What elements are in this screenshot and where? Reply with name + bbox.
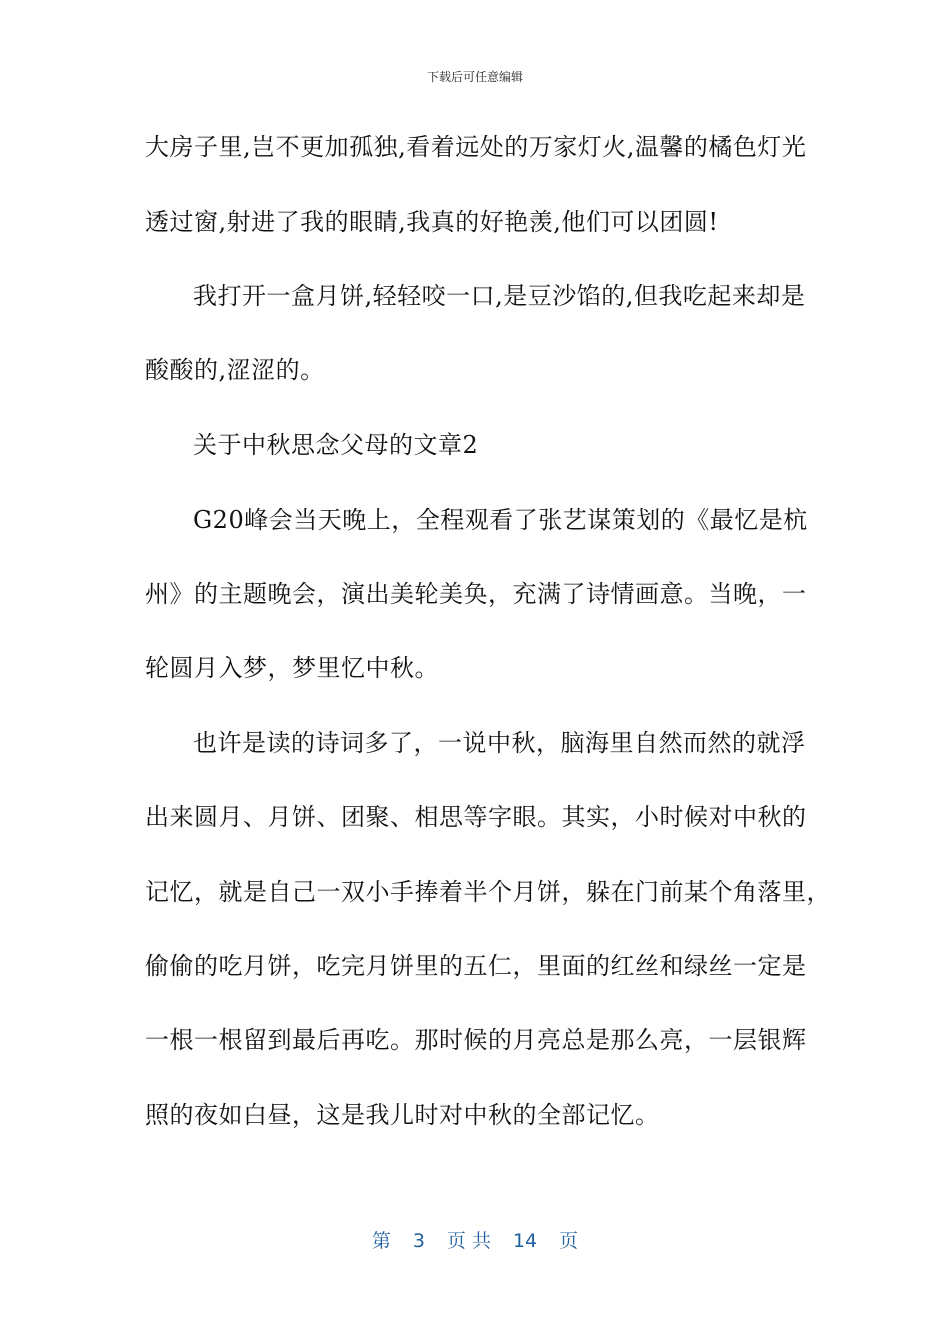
text-line: 偷偷的吃月饼，吃完月饼里的五仁，里面的红丝和绿丝一定是 (145, 952, 807, 980)
text-line: 酸酸的,涩涩的。 (145, 356, 325, 384)
text-line: 出来圆月、月饼、团聚、相思等字眼。其实，小时候对中秋的 (145, 803, 807, 831)
header-note: 下载后可任意编辑 (426, 70, 523, 84)
text-line: 州》的主题晚会，演出美轮美奂，充满了诗情画意。当晚，一 (145, 580, 807, 608)
text-line: G20峰会当天晚上，全程观看了张艺谋策划的《最忆是杭 (193, 506, 808, 534)
footer-middle: 页 共 (446, 1230, 491, 1252)
footer-total-pages: 14 (512, 1230, 538, 1252)
text-line: 大房子里,岂不更加孤独,看着远处的万家灯火,温馨的橘色灯光 (145, 133, 807, 161)
text-line: 也许是读的诗词多了，一说中秋，脑海里自然而然的就浮 (193, 729, 806, 757)
text-line: 照的夜如白昼，这是我儿时对中秋的全部记忆。 (145, 1101, 660, 1129)
text-line: 透过窗,射进了我的眼睛,我真的好艳羡,他们可以团圆! (145, 208, 719, 236)
footer-prefix: 第 (371, 1230, 391, 1252)
text-line: 一根一根留到最后再吃。那时候的月亮总是那么亮，一层银辉 (145, 1026, 807, 1054)
page-footer (0, 1226, 950, 1253)
footer-page-number: 3 (412, 1230, 425, 1252)
text-line: 我打开一盒月饼,轻轻咬一口,是豆沙馅的,但我吃起来却是 (193, 282, 806, 310)
footer-suffix: 页 (559, 1230, 579, 1252)
text-line: 记忆，就是自己一双小手捧着半个月饼，躲在门前某个角落里， (145, 878, 831, 906)
section-heading: 关于中秋思念父母的文章2 (193, 431, 479, 459)
text-line: 轮圆月入梦，梦里忆中秋。 (145, 654, 439, 682)
